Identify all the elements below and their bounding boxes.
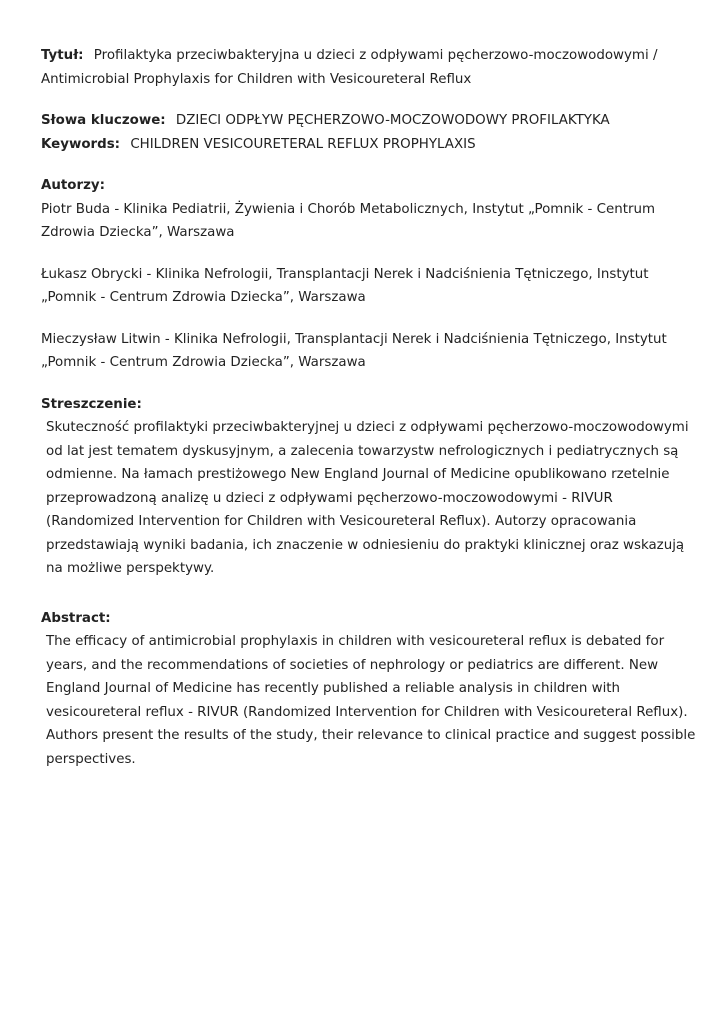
author-line: „Pomnik - Centrum Zdrowia Dziecka”, Warszawa xyxy=(41,355,366,370)
abstract-section xyxy=(41,607,696,772)
keywords-en xyxy=(41,133,681,157)
abstract-line: England Journal of Medicine has recently published a reliable analysis in children with xyxy=(46,681,621,696)
abstract-line: perspectives. xyxy=(46,751,136,767)
streszczenie-line: przedstawiają wyniki badania, ich znaczenie w odniesieniu do praktyki klinicznej oraz wskazują xyxy=(46,537,685,553)
authors-section xyxy=(41,174,681,375)
author-line: Piotr Buda - Klinika Pediatrii, Żywienia i Chorób Metabolicznych, Instytut „Pomnik - Centrum xyxy=(41,201,655,217)
authors-label: Autorzy: xyxy=(41,178,105,193)
streszczenie-line: na możliwe perspektywy. xyxy=(46,561,215,576)
abstract-line: vesicoureteral reflux - RIVUR (Randomized Intervention for Children with Vesicoureteral Reflux). xyxy=(46,704,688,720)
streszczenie-line: Skuteczność profilaktyki przeciwbakteryjnej u dzieci z odpływami pęcherzowo-moczowodowymi xyxy=(46,420,689,435)
abstract-line: The efficacy of antimicrobial prophylaxis in children with vesicoureteral reflux is debated for xyxy=(46,634,665,649)
keywords-pl xyxy=(41,109,681,133)
streszczenie-line: przeprowadzoną analizę u dzieci z odpływami pęcherzowo-moczowodowymi - RIVUR xyxy=(46,490,613,506)
author-line: Zdrowia Dziecka”, Warszawa xyxy=(41,225,235,240)
author-line: Łukasz Obrycki - Klinika Nefrologii, Transplantacji Nerek i Nadciśnienia Tętniczego, Instytut xyxy=(41,266,649,282)
streszczenie-label: Streszczenie: xyxy=(41,396,142,412)
keywords-en-label: Keywords: xyxy=(41,136,121,152)
keywords-pl-label: Słowa kluczowe: xyxy=(41,113,166,128)
title-text-pl: Profilaktyka przeciwbakteryjna u dzieci z odpływami pęcherzowo-moczowodowymi / xyxy=(93,48,658,63)
author-entry xyxy=(41,198,681,245)
author-entry xyxy=(41,328,681,375)
streszczenie-body xyxy=(41,416,689,581)
streszczenie-section xyxy=(41,393,689,581)
document-page xyxy=(41,44,696,771)
keywords-pl-value: DZIECI ODPŁYW PĘCHERZOWO-MOCZOWODOWY PROFILAKTYKA xyxy=(175,113,610,128)
streszczenie-line: od lat jest tematem dyskusyjnym, a zalecenia towarzystw nefrologicznych i pediatrycznych są xyxy=(46,443,679,459)
author-entry xyxy=(41,263,681,310)
abstract-label: Abstract: xyxy=(41,610,111,626)
title-label: Tytuł: xyxy=(41,48,84,63)
abstract-line: Authors present the results of the study, their relevance to clinical practice and suggest possible xyxy=(46,728,696,743)
author-line: „Pomnik - Centrum Zdrowia Dziecka”, Warszawa xyxy=(41,290,366,305)
streszczenie-line: (Randomized Intervention for Children with Vesicoureteral Reflux). Autorzy opracowania xyxy=(46,514,637,529)
abstract-line: years, and the recommendations of societies of nephrology or pediatrics are different. New xyxy=(46,657,659,673)
keywords-section xyxy=(41,109,681,156)
keywords-en-value: CHILDREN VESICOURETERAL REFLUX PROPHYLAXIS xyxy=(130,136,476,152)
title-line-1 xyxy=(41,44,681,68)
streszczenie-line: odmienne. Na łamach prestiżowego New England Journal of Medicine opublikowano rzetelnie xyxy=(46,467,670,482)
abstract-body xyxy=(41,630,696,771)
author-line: Mieczysław Litwin - Klinika Nefrologii, Transplantacji Nerek i Nadciśnienia Tętniczego, Instytut xyxy=(41,331,667,347)
title-line-2: Antimicrobial Prophylaxis for Children with Vesicoureteral Reflux xyxy=(41,71,472,87)
title-section xyxy=(41,44,681,91)
